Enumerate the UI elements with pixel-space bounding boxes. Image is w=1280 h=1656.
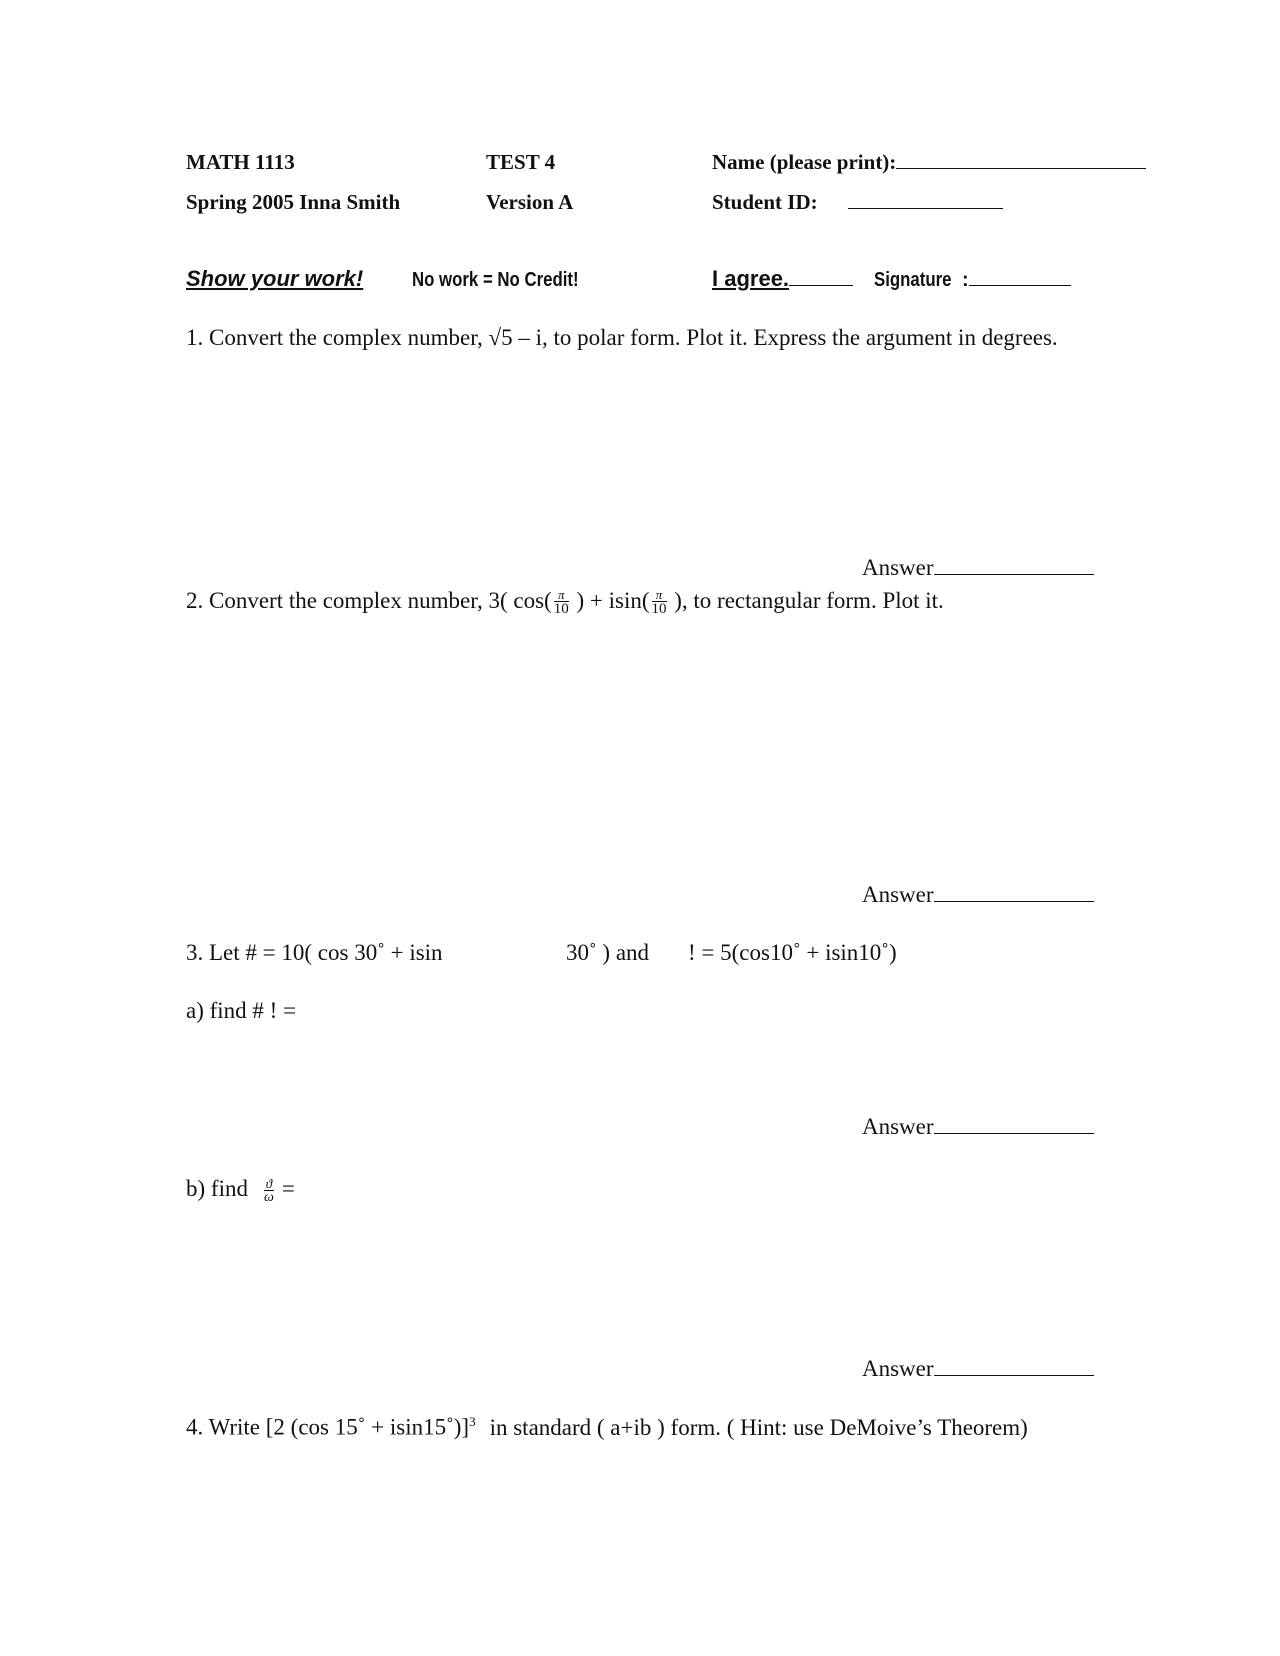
answer-3b[interactable] xyxy=(862,1356,1094,1382)
fraction-denominator: 10 xyxy=(553,601,569,618)
answer-label: Answer xyxy=(862,555,934,580)
part-b-prefix: b) find xyxy=(186,1176,248,1201)
version-label: Version A xyxy=(486,190,574,214)
pi-over-10-fraction xyxy=(652,588,667,617)
name-label: Name (please print): xyxy=(712,150,897,174)
signature-blank[interactable] xyxy=(969,284,1071,286)
q4-prefix: 4. Write [2 (cos 15˚ + isin15˚)] xyxy=(186,1414,470,1440)
q3-let: 3. Let # = 10( cos 30˚ + isin xyxy=(186,940,443,965)
no-work-text: No work = No Credit! xyxy=(412,269,579,291)
course-code: MATH 1113 xyxy=(186,150,295,174)
answer-label: Answer xyxy=(862,882,934,907)
agreement xyxy=(712,266,853,292)
answer-1[interactable] xyxy=(862,555,1094,581)
part-b-suffix: = xyxy=(281,1176,295,1201)
show-work-text: Show your work! xyxy=(186,266,364,291)
answer-blank[interactable] xyxy=(934,1132,1094,1134)
q2-suffix: ), to rectangular form. Plot it. xyxy=(668,588,944,613)
question-2 xyxy=(186,588,944,617)
pi-over-10-fraction xyxy=(554,588,569,617)
q2-mid: ) + isin( xyxy=(570,588,650,613)
signature-field[interactable] xyxy=(874,269,1071,292)
q2-prefix: 2. Convert the complex number, 3( cos( xyxy=(186,588,552,613)
q3-part-a: a) find # ! = xyxy=(186,998,297,1023)
answer-label: Answer xyxy=(862,1114,934,1139)
agree-text: I agree. xyxy=(712,266,790,291)
theta-over-omega-fraction xyxy=(264,1177,274,1205)
student-id-label: Student ID: xyxy=(712,190,818,214)
name-blank[interactable] xyxy=(896,167,1146,169)
term-instructor: Spring 2005 Inna Smith xyxy=(186,190,401,214)
answer-blank[interactable] xyxy=(934,573,1094,575)
name-field[interactable] xyxy=(712,150,1146,175)
student-id-field[interactable] xyxy=(712,190,1003,215)
fraction-numerator: π xyxy=(554,588,569,602)
agree-blank[interactable] xyxy=(789,284,853,286)
show-work-notice xyxy=(186,266,363,292)
answer-2[interactable] xyxy=(862,882,1094,908)
fraction-numerator: ϑ xyxy=(265,1175,273,1191)
signature-label: Signature xyxy=(874,269,952,291)
test-number: TEST 4 xyxy=(486,150,556,174)
q3-part-b xyxy=(186,1176,295,1205)
student-id-blank[interactable] xyxy=(848,207,1003,209)
answer-label: Answer xyxy=(862,1356,934,1381)
q3-angle: 30˚ ) and xyxy=(566,940,650,965)
q3-second-number: ! = 5(cos10˚ + isin10˚) xyxy=(688,940,897,965)
q4-power: 3 xyxy=(469,1414,476,1429)
fraction-denominator: 10 xyxy=(651,601,667,618)
question-4 xyxy=(186,1414,1028,1441)
question-1: 1. Convert the complex number, √5 – i, to polar form. Plot it. Express the argument in degrees. xyxy=(186,325,1058,350)
answer-3a[interactable] xyxy=(862,1114,1094,1140)
signature-colon: : xyxy=(962,269,969,291)
answer-blank[interactable] xyxy=(934,1374,1094,1376)
fraction-numerator: π xyxy=(652,588,667,602)
q4-suffix: in standard ( a+ib ) form. ( Hint: use DeMoive’s Theorem) xyxy=(489,1414,1028,1440)
fraction-denominator: ω xyxy=(263,1189,274,1205)
answer-blank[interactable] xyxy=(934,900,1094,902)
